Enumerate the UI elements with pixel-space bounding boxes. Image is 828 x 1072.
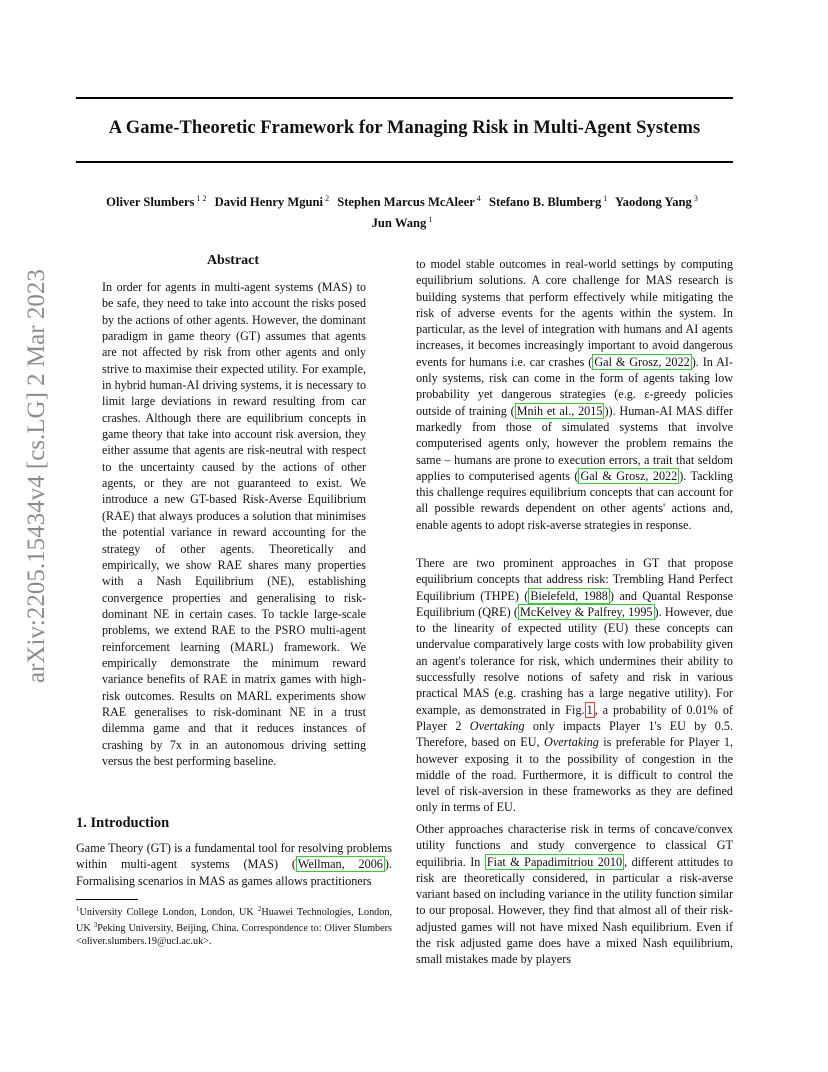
- citation-link[interactable]: Mnih et al., 2015: [516, 403, 603, 418]
- author: Stefano B. Blumberg $^1$: [488, 194, 608, 209]
- intro-paragraph: Game Theory (GT) is a fundamental tool for resolving problems within multi-agent systems (MAS) ( Wellman, 2006 ). Formalising scenarios in MAS as games allows practitioners: [76, 841, 392, 888]
- paper-title: A Game-Theoretic Framework for Managing Risk in Multi-Agent Systems: [108, 118, 701, 138]
- affiliation-footnote: $^1$University College London, London, UK $^2$Huawei Technologies, London, UK $^3$Peking University, Beijing, China. Correspondence to: Oliver Slumbers <oliver.slumbers.19@ucl.ac.uk>.: [76, 905, 393, 948]
- title-rule-bottom: [76, 161, 733, 163]
- author: Oliver Slumbers $^{1 2}$: [106, 194, 207, 209]
- body-paragraph: There are two prominent approaches in GT that propose equilibrium concepts that address risk: Trembling Hand Perfect Equilibrium (THPE) ( Bielefeld, 1988 ) and Quantal Response Equilibrium (QRE) ( McKelvey & Palfrey, 1995 ). However, due to the linearity of expected utility (EU) these concepts can undervalue comparatively large costs with low probability given an agent's tolerance for risk, which undermines their ability to successfully resolve notions of safety and risk in various practical MAS (e.g. crashing has a large negative utility). For example, as demonstrated in Fig. 1 , a probability of 0.01% of Player 2 Overtaking only impacts Player 1's EU by 0.5. Therefore, based on EU, Overtaking is preferable for Player 1, however exposing it to the possibility of congestion in the middle of the road. Furthermore, it is difficult to control the level of risk-aversion in these frameworks as they are defined only in terms of EU.: [416, 556, 734, 815]
- citation-link[interactable]: Gal & Grosz, 2022: [594, 354, 690, 369]
- abstract-text: In order for agents in multi-agent systems (MAS) to be safe, they need to take into account the risks posed by the actions of other agents. However, the dominant paradigm in game theory (GT) assumes that agents are not affected by risk from other agents and only strive to maximise their expected utility. For example, in hybrid human-AI driving systems, it is necessary to limit large deviations in reward resulting from car crashes. Although there are equilibrium concepts in game theory that take into account risk aversion, they either assume that agents are risk-neutral with respect to the uncertainty caused by the actions of other agents, or they are not guaranteed to exist. We introduce a new GT-based Risk-Averse Equilibrium (RAE) that always produces a solution that minimises the potential variance in reward accounting for the strategy of other agents. Theoretically and empirically, we show RAE shares many properties with a Nash Equilibrium (NE), establishing convergence properties and generalising to risk-dominant NE in certain cases. To tackle large-scale problems, we extend RAE to the PSRO multi-agent reinforcement learning (MARL) framework. We empirically demonstrate the minimum reward variance benefits of RAE in matrix games with high-risk outcomes. Results on MARL experiments show RAE generalises to risk-dominant NE in a trust dilemma game and that it reduces instances of crashing by 7x in an autonomous driving setting versus the best performing baseline.: [102, 280, 366, 768]
- arxiv-identifier-stamp: arXiv:2205.15434v4 [cs.LG] 2 Mar 2023: [23, 269, 50, 683]
- citation-link[interactable]: Bielefeld, 1988: [530, 588, 608, 603]
- section-heading-introduction: 1. Introduction: [76, 815, 170, 831]
- citation-link[interactable]: Gal & Grosz, 2022: [580, 468, 678, 483]
- abstract-heading: Abstract: [206, 253, 260, 268]
- author: Jun Wang $^1$: [371, 215, 433, 230]
- author-list: [76, 190, 733, 232]
- title-rule-top: [76, 97, 733, 99]
- citation-link[interactable]: McKelvey & Palfrey, 1995: [519, 604, 653, 619]
- body-paragraph: Other approaches characterise risk in terms of concave/convex utility functions and study convergence to classical GT equilibria. In Fiat & Papadimitriou 2010 , different attitudes to risk are theoretically considered, in particular a risk-averse variant based on including variance in the utility function similar to our proposal. However, they find that almost all of their risk-adjusted games will not have mixed Nash equilibrium. Even if the risk adjusted game does have a mixed Nash equilibrium, small mistakes made by players: [416, 822, 734, 967]
- author: Stephen Marcus McAleer $^4$: [337, 194, 481, 209]
- footnote-rule: [76, 899, 138, 900]
- author: Yaodong Yang $^3$: [614, 194, 698, 209]
- citation-link[interactable]: Wellman, 2006: [297, 857, 383, 872]
- body-paragraph: to model stable outcomes in real-world settings by computing equilibrium solutions. A core challenge for MAS research is building systems that perform effectively while mitigating the risk of adverse events for the agents within the system. In particular, as the level of integration with humans and AI agents increases, it becomes increasingly important to avoid dangerous events for humans i.e. car crashes ( Gal & Grosz, 2022 ). In AI-only systems, risk can come in the form of agents taking low probability yet dangerous strategies (e.g. ε-greedy policies outside of training ( Mnih et al., 2015 )). Human-AI MAS differ markedly from those of simulated systems that involve computerised agents only, however the problem remains the same – humans are prone to execution errors, a trait that seldom applies to computerised agents ( Gal & Grosz, 2022 ). Tackling this challenge requires equilibrium concepts that can account for all possible rewards dependent on other agents' actions and, enable agents to adopt risk-averse strategies in response.: [416, 257, 733, 532]
- author: David Henry Mguni $^2$: [214, 194, 330, 209]
- figure-reference-link[interactable]: 1: [586, 702, 593, 717]
- citation-link[interactable]: Fiat & Papadimitriou 2010: [486, 854, 623, 869]
